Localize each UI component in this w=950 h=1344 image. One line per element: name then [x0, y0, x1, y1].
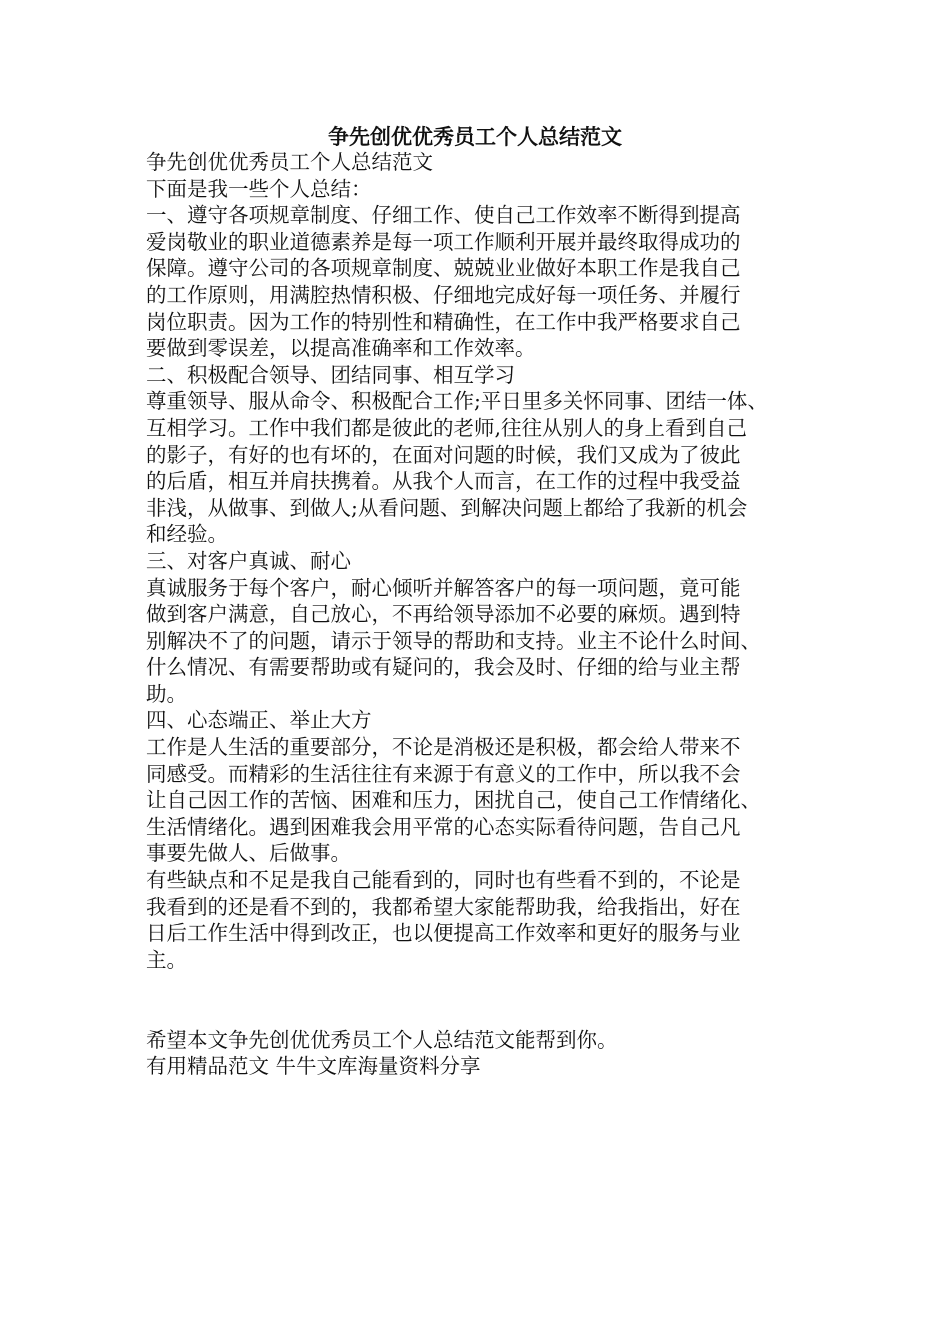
footer-line: 有用精品范文 牛牛文库海量资料分享	[146, 1054, 481, 1079]
body-line: 生活情绪化。遇到困难我会用平常的心态实际看待问题，告自己凡	[146, 814, 741, 839]
body-line: 工作是人生活的重要部分，不论是消极还是积极，都会给人带来不	[146, 735, 741, 760]
body-line: 非浅，从做事、到做人;从看问题、到解决问题上都给了我新的机会	[146, 495, 748, 520]
body-line: 什么情况、有需要帮助或有疑问的，我会及时、仔细的给与业主帮	[146, 655, 741, 680]
body-line: 的后盾，相互并肩扶携着。从我个人而言，在工作的过程中我受益	[146, 469, 741, 494]
body-line: 下面是我一些个人总结：	[146, 176, 372, 201]
body-line: 别解决不了的问题，请示于领导的帮助和支持。业主不论什么时间、	[146, 628, 761, 653]
body-line: 岗位职责。因为工作的特别性和精确性，在工作中我严格要求自己	[146, 309, 741, 334]
body-line: 要做到零误差，以提高准确率和工作效率。	[146, 336, 536, 361]
body-line: 让自己因工作的苦恼、困难和压力，困扰自己，使自己工作情绪化、	[146, 788, 761, 813]
body-line: 助。	[146, 681, 187, 706]
section-heading: 四、心态端正、举止大方	[146, 708, 372, 733]
body-line: 保障。遵守公司的各项规章制度、兢兢业业做好本职工作是我自己	[146, 256, 741, 281]
body-line: 事要先做人、后做事。	[146, 841, 351, 866]
body-line: 和经验。	[146, 522, 228, 547]
section-heading: 二、积极配合领导、团结同事、相互学习	[146, 362, 515, 387]
body-line: 做到客户满意，自己放心，不再给领导添加不必要的麻烦。遇到特	[146, 602, 741, 627]
body-line: 真诚服务于每个客户，耐心倾听并解答客户的每一项问题，竟可能	[146, 575, 741, 600]
blank-line	[146, 973, 826, 1000]
body-line: 一、遵守各项规章制度、仔细工作、使自己工作效率不断得到提高	[146, 203, 741, 228]
body-line: 我看到的还是看不到的，我都希望大家能帮助我，给我指出，好在	[146, 894, 741, 919]
body-line: 尊重领导、服从命令、积极配合工作;平日里多关怀同事、团结一体、	[146, 389, 768, 414]
body-line: 的影子，有好的也有坏的，在面对问题的时候，我们又成为了彼此	[146, 442, 741, 467]
closing-line: 希望本文争先创优优秀员工个人总结范文能帮到你。	[146, 1027, 618, 1052]
body-line: 同感受。而精彩的生活往往有来源于有意义的工作中，所以我不会	[146, 761, 741, 786]
document-body	[146, 149, 826, 1080]
body-line: 争先创优优秀员工个人总结范文	[146, 150, 433, 174]
section-heading: 三、对客户真诚、耐心	[146, 548, 351, 573]
blank-line	[146, 1000, 826, 1027]
body-line: 互相学习。工作中我们都是彼此的老师,往往从别人的身上看到自己	[146, 415, 748, 440]
body-line: 有些缺点和不足是我自己能看到的，同时也有些看不到的，不论是	[146, 868, 741, 893]
body-line: 主。	[146, 947, 187, 972]
body-line: 的工作原则，用满腔热情积极、仔细地完成好每一项任务、并履行	[146, 282, 741, 307]
document-title: 争先创优优秀员工个人总结范文	[328, 124, 622, 149]
body-line: 爱岗敬业的职业道德素养是每一项工作顺利开展并最终取得成功的	[146, 229, 741, 254]
body-line: 日后工作生活中得到改正，也以便提高工作效率和更好的服务与业	[146, 921, 741, 946]
